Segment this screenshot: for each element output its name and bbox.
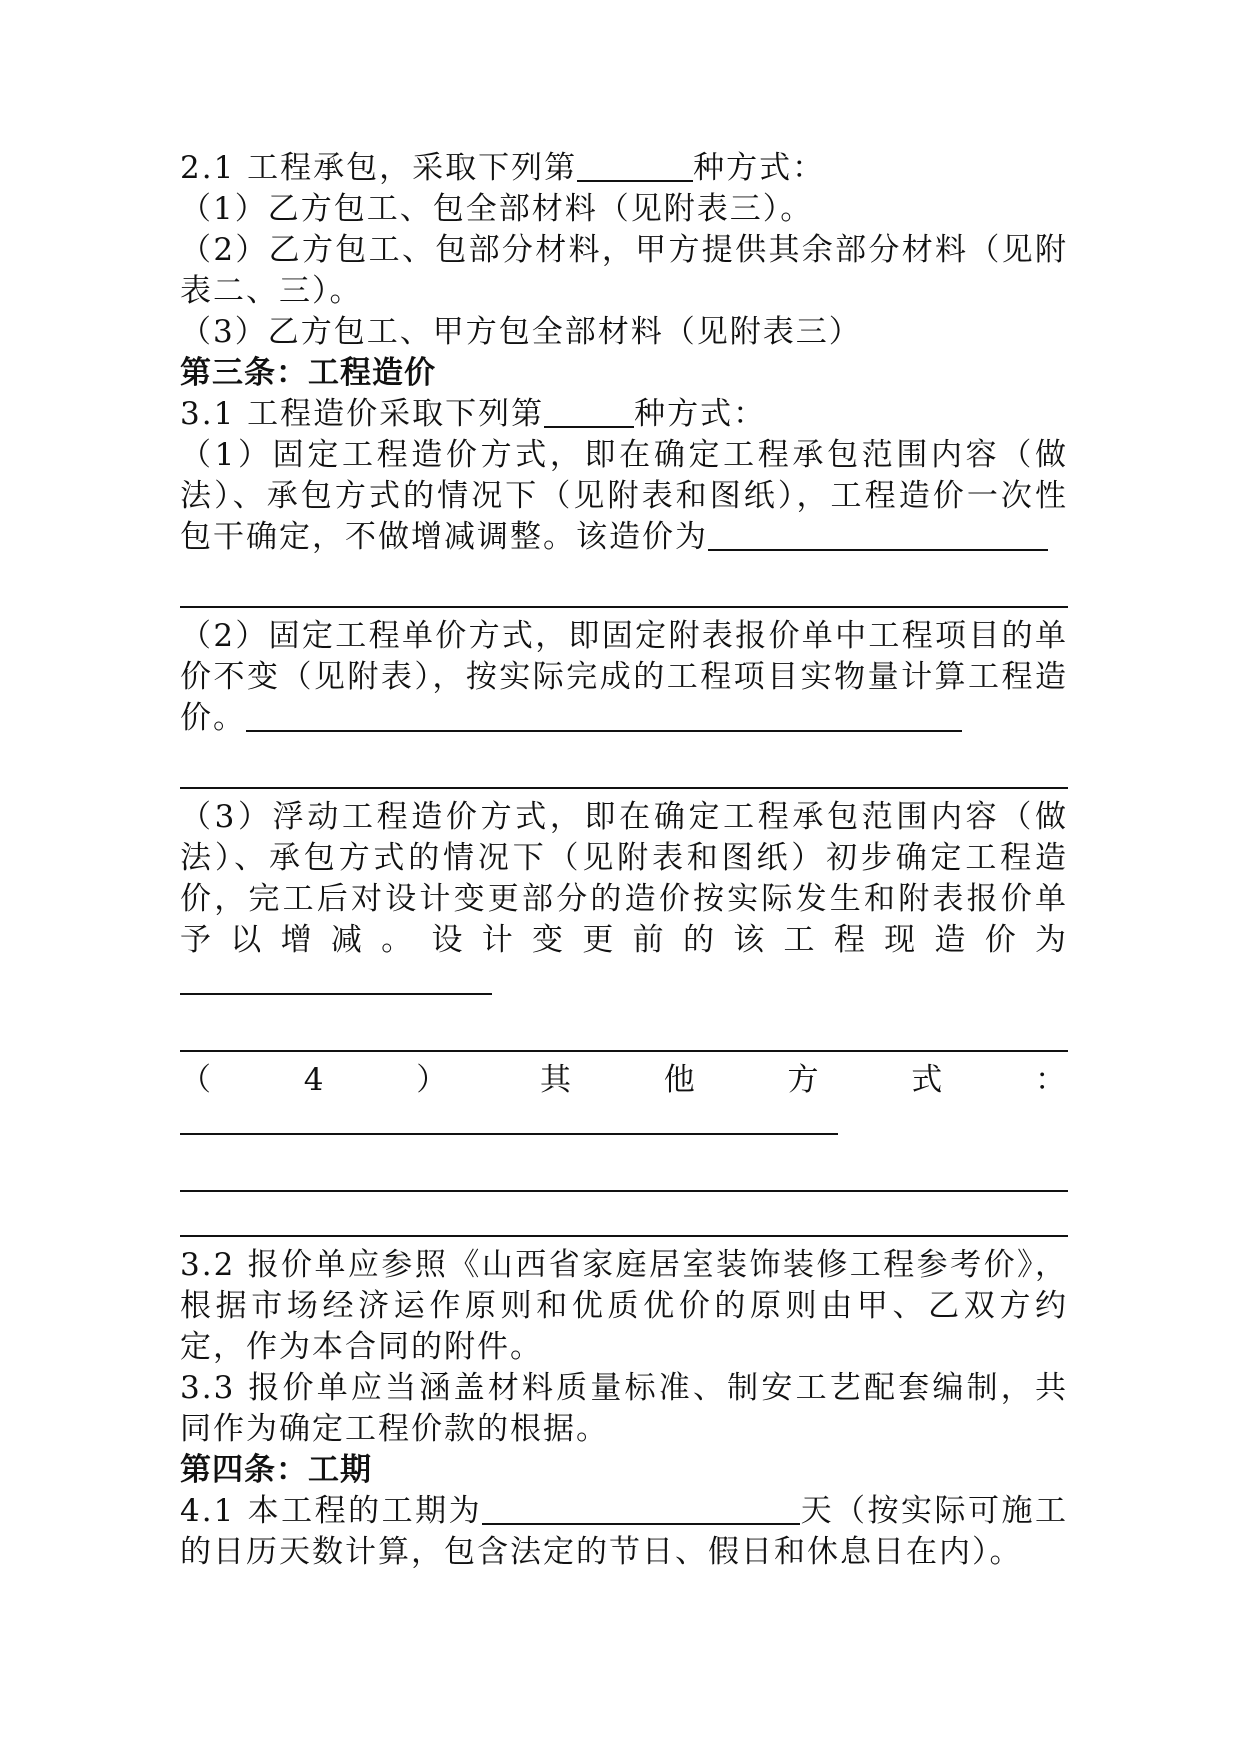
option-2-blank[interactable] [246, 700, 962, 732]
option-4-blank[interactable] [180, 1103, 838, 1135]
clause-4-1 [180, 1491, 1068, 1573]
option-3-price-line[interactable] [180, 1050, 1068, 1052]
article-4-heading: 第四条：工期 [180, 1452, 372, 1488]
option-1-text: （1）固定工程造价方式，即在确定工程承包范围内容（做法）、承包方式的情况下（见附表和图纸），工程造价一次性包干确定，不做增减调整。该造价为 [180, 437, 1068, 555]
option-4-text: （4）其他方式： [180, 1062, 1068, 1098]
clause-2-1-tail: 种方式： [693, 150, 826, 186]
clause-3-1 [180, 394, 1068, 435]
option-4-line-2[interactable] [180, 1235, 1068, 1237]
option-1-price-line[interactable] [180, 606, 1068, 608]
clause-3-1-blank[interactable] [544, 396, 634, 428]
clause-4-1-tail: 天（按实际可施工的日历天数计算，包含法定的节日、假日和休息日在内）。 [180, 1493, 1068, 1570]
clause-2-1-text: 2.1 工程承包，采取下列第 [180, 150, 578, 186]
clause-3-1-tail: 种方式： [634, 396, 767, 432]
clause-3-2: 3.2 报价单应参照《山西省家庭居室装饰装修工程参考价》，根据市场经济运作原则和优质优价的原则由甲、乙双方约定，作为本合同的附件。 [180, 1247, 1068, 1365]
option-1-price-blank[interactable] [708, 519, 1048, 551]
option-2-text: （2）固定工程单价方式，即固定附表报价单中工程项目的单价不变（见附表），按实际完成的工程项目实物量计算工程造价。 [180, 618, 1068, 736]
clause-2-1-option-1: （1）乙方包工、包全部材料（见附表三）。 [180, 191, 814, 227]
clause-2-1 [180, 148, 1068, 189]
clause-4-1-text: 4.1 本工程的工期为 [180, 1493, 483, 1529]
clause-4-1-days-blank[interactable] [482, 1493, 800, 1525]
clause-3-1-option-3 [180, 797, 1068, 1002]
clause-3-1-option-2 [180, 616, 1068, 739]
clause-3-3: 3.3 报价单应当涵盖材料质量标准、制安工艺配套编制，共同作为确定工程价款的根据。 [180, 1370, 1068, 1447]
clause-3-1-option-1 [180, 435, 1068, 558]
clause-2-1-option-3: （3）乙方包工、甲方包全部材料（见附表三） [180, 314, 862, 350]
option-2-line[interactable] [180, 787, 1068, 789]
article-3-heading: 第三条：工程造价 [180, 355, 436, 391]
option-3-text: （3）浮动工程造价方式，即在确定工程承包范围内容（做法）、承包方式的情况下（见附表和图纸）初步确定工程造价，完工后对设计变更部分的造价按实际发生和附表报价单予以增减。设计变更前的该工程现造价为 [180, 799, 1068, 958]
clause-2-1-option-2: （2）乙方包工、包部分材料，甲方提供其余部分材料（见附表二、三）。 [180, 232, 1068, 309]
option-3-price-blank[interactable] [180, 963, 492, 995]
contract-page [180, 148, 1068, 1573]
clause-2-1-blank[interactable] [577, 150, 693, 182]
clause-3-1-option-4 [180, 1060, 1068, 1142]
clause-3-1-text: 3.1 工程造价采取下列第 [180, 396, 545, 432]
